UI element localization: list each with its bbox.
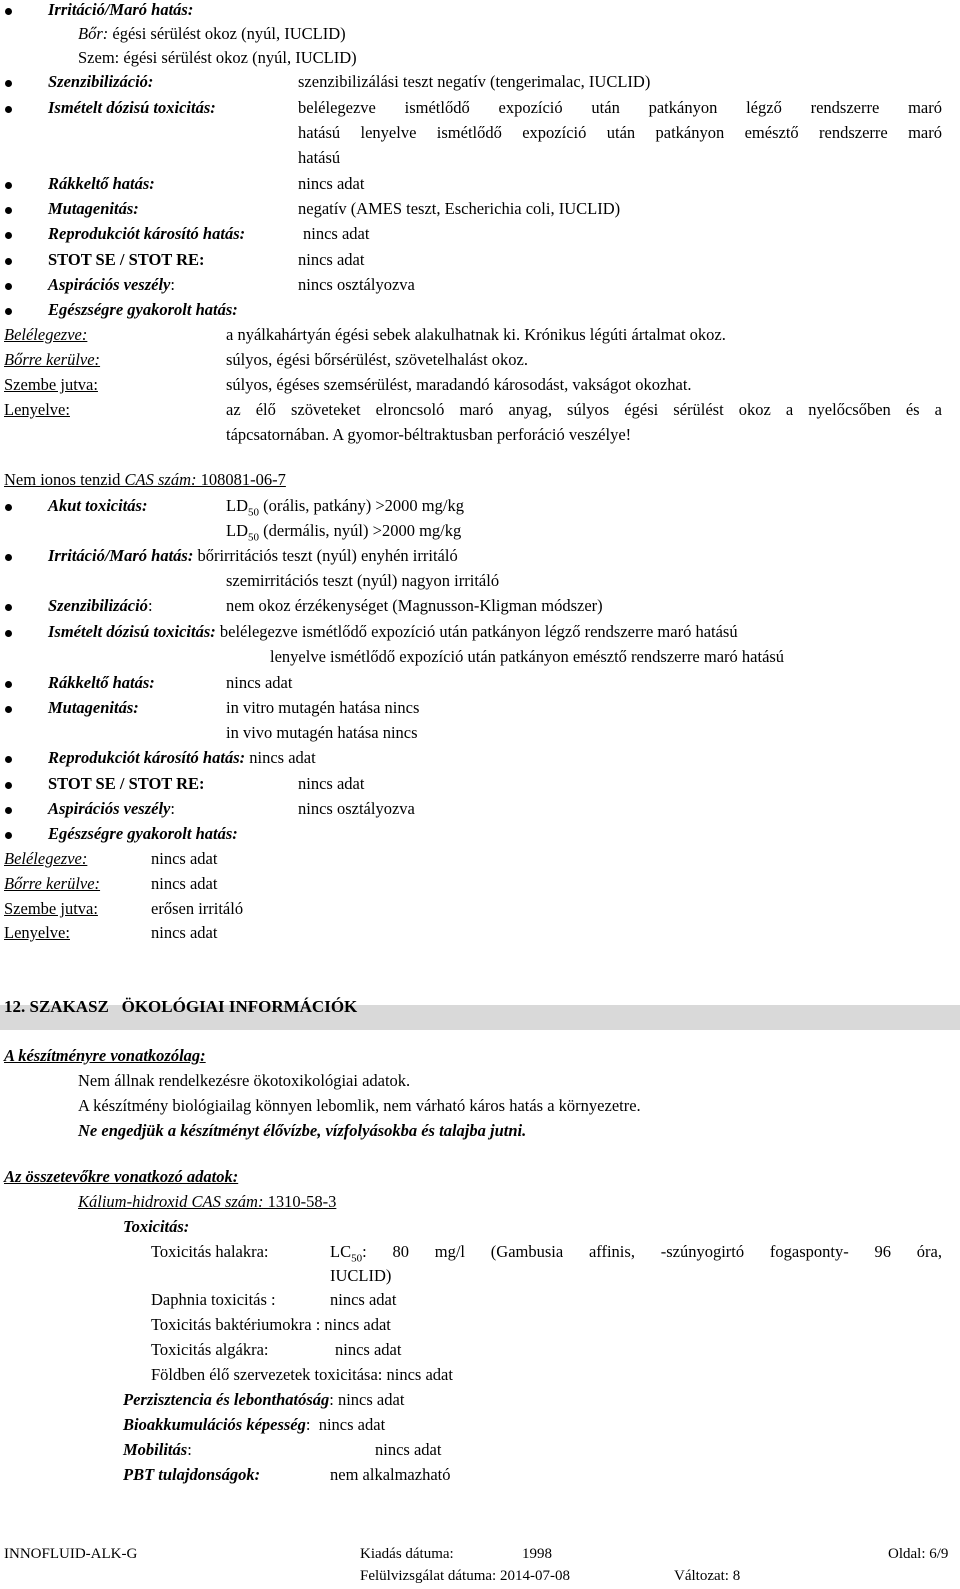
- mob-colon: :: [187, 1440, 192, 1459]
- tenzid-asp-colon: :: [170, 799, 175, 818]
- section-12-title: 12. SZAKASZ ÖKOLÓGIAI INFORMÁCIÓK: [4, 997, 358, 1016]
- bullet: [5, 80, 12, 87]
- tenzid-leny-value: nincs adat: [151, 923, 218, 942]
- aspir-value: nincs osztályozva: [298, 275, 415, 294]
- tenzid-ism-value-2: lenyelve ismétlődő expozíció után patkányon emésztő rendszerre maró hatású: [270, 647, 785, 666]
- daphnia-label: Daphnia toxicitás :: [151, 1290, 276, 1309]
- szem-row: Szem: égési sérülést okoz (nyúl, IUCLID): [78, 48, 357, 67]
- tenzid-rep-row: [48, 748, 316, 768]
- szembe-value: súlyos, égéses szemsérülést, maradandó károsodást, vakságot okozhat.: [226, 375, 692, 394]
- belelegezve-value: a nyálkahártyán égési sebek alakulhatnak ki. Krónikus légúti ártalmat okoz.: [226, 325, 726, 344]
- tenzid-cas-value: 108081-06-7: [196, 470, 286, 489]
- egeszseg-label: Egészségre gyakorolt hatás:: [48, 300, 238, 319]
- bullet: [5, 604, 12, 611]
- bullet: [5, 258, 12, 265]
- tenzid-egesz-label: Egészségre gyakorolt hatás:: [48, 824, 238, 843]
- tenzid-bel-label: Belélegezve:: [4, 849, 88, 868]
- stot-value: nincs adat: [298, 250, 365, 269]
- bullet: [5, 832, 12, 839]
- tenzid-szem-value: erősen irritáló: [151, 899, 244, 918]
- ismetelt-line-3: hatású: [298, 148, 341, 167]
- lenyelve-line-2: tápcsatornában. A gyomor-béltraktusban perforáció veszélye!: [226, 425, 632, 444]
- kalium-value: 1310-58-3: [263, 1192, 337, 1211]
- tenzid-bor-value: nincs adat: [151, 874, 218, 893]
- perz-row: [123, 1390, 404, 1410]
- mob-value: nincs adat: [375, 1440, 442, 1459]
- lenyelve-line-1: az élő szöveteket elroncsoló maró anyag, súlyos égési sérülést okoz a nyelőcsőben és a: [226, 400, 942, 419]
- bullet: [5, 106, 12, 113]
- bullet: [5, 8, 12, 15]
- bullet: [5, 308, 12, 315]
- tenzid-szenz-label: Szenzibilizáció: [48, 596, 148, 615]
- bullet: [5, 283, 12, 290]
- tenzid-rak-label: Rákkeltő hatás:: [48, 673, 155, 692]
- tenzid-akut-2: [226, 521, 462, 544]
- tenzid-ism-value-1: belélegezve ismétlődő expozíció után patkányon légző rendszerre maró hatású: [215, 622, 738, 641]
- tenzid-ism-label: Ismételt dózisú toxicitás:: [48, 622, 216, 641]
- ld-label: LD: [226, 521, 248, 540]
- bor-label: Bőr:: [78, 24, 109, 43]
- belelegezve-label: Belélegezve:: [4, 325, 88, 344]
- borre-value: súlyos, égési bőrsérülést, szövetelhalást okoz.: [226, 350, 528, 369]
- footer-oldal: Oldal: 6/9: [888, 1546, 949, 1562]
- tenzid-ism-row: [48, 622, 738, 642]
- bullet: [5, 554, 12, 561]
- mob-row: [123, 1440, 192, 1460]
- pbt-label: PBT tulajdonságok:: [123, 1465, 261, 1484]
- tenzid-asp-label: Aspirációs veszély: [48, 799, 171, 818]
- tenzid-asp-value: nincs osztályozva: [298, 799, 415, 818]
- mutagen-value: negatív (AMES teszt, Escherichia coli, IUCLID): [298, 199, 621, 218]
- lenyelve-label: Lenyelve:: [4, 400, 70, 419]
- tenzid-bel-value: nincs adat: [151, 849, 218, 868]
- alga-value: nincs adat: [335, 1340, 402, 1359]
- szembe-label: Szembe jutva:: [4, 375, 98, 394]
- ld-sub: 50: [248, 506, 259, 519]
- tenzid-mut-label: Mutagenitás:: [48, 698, 139, 717]
- mob-label: Mobilitás: [123, 1440, 188, 1459]
- bullet: [5, 182, 12, 189]
- keszitmeny-label: A készítményre vonatkozólag:: [4, 1046, 206, 1065]
- bullet: [5, 706, 12, 713]
- keszitmeny-line-1: Nem állnak rendelkezésre ökotoxikológiai adatok.: [78, 1071, 411, 1090]
- kalium-label: Kálium-hidroxid CAS szám:: [78, 1192, 264, 1211]
- keszitmeny-line-2: A készítmény biológiailag könnyen lebomlik, nem várható káros hatás a környezetre.: [78, 1096, 641, 1115]
- bioakk-row: [123, 1415, 385, 1435]
- bullet: [5, 782, 12, 789]
- halakra-line-1: [330, 1242, 942, 1265]
- tenzid-irr-label: Irritáció/Maró hatás:: [48, 546, 194, 565]
- aspir-label: Aspirációs veszély: [48, 275, 171, 294]
- bullet: [5, 756, 12, 763]
- fold-line: Földben élő szervezetek toxicitása: nincs adat: [151, 1365, 453, 1384]
- aspir-row: [48, 275, 175, 295]
- akut-value-2: (dermális, nyúl) >2000 mg/kg: [259, 521, 462, 540]
- tenzid-szem-label: Szembe jutva:: [4, 899, 98, 918]
- szenzib-label: Szenzibilizáció:: [48, 72, 154, 91]
- ismetelt-label: Ismételt dózisú toxicitás:: [48, 98, 216, 117]
- tenzid-szenz-value: nem okoz érzékenységet (Magnusson-Kligman módszer): [226, 596, 603, 615]
- bullet: [5, 232, 12, 239]
- toxicitas-label: Toxicitás:: [123, 1217, 190, 1236]
- tenzid-leny-label: Lenyelve:: [4, 923, 70, 942]
- footer-kiadas-label: Kiadás dátuma:: [360, 1546, 454, 1562]
- tenzid-akut-label: Akut toxicitás:: [48, 496, 148, 515]
- perz-label: Perzisztencia és lebonthatóság: [123, 1390, 330, 1409]
- bor-row: [78, 24, 346, 44]
- footer-doc-id: INNOFLUID-ALK-G: [4, 1546, 138, 1562]
- tenzid-irr-value-2: szemirritációs teszt (nyúl) nagyon irritáló: [226, 571, 500, 590]
- ld-sub: 50: [248, 531, 259, 544]
- bakterium-line: Toxicitás baktériumokra : nincs adat: [151, 1315, 391, 1334]
- tenzid-irr-value-1: bőrirritációs teszt (nyúl) enyhén irritáló: [193, 546, 458, 565]
- tenzid-szenz-colon: :: [147, 596, 153, 615]
- tenzid-bor-label: Bőrre kerülve:: [4, 874, 101, 893]
- halakra-label: Toxicitás halakra:: [151, 1242, 269, 1261]
- halakra-value-2: IUCLID): [330, 1266, 392, 1285]
- kalium-heading: [78, 1192, 336, 1212]
- tenzid-rep-value: nincs adat: [245, 748, 316, 767]
- alga-label: Toxicitás algákra:: [151, 1340, 269, 1359]
- reprod-label: Reprodukciót károsító hatás:: [48, 224, 246, 243]
- rakkelto-label: Rákkeltő hatás:: [48, 174, 155, 193]
- footer-valtozat: Változat: 8: [674, 1568, 741, 1584]
- halakra-value-1: : 80 mg/l (Gambusia affinis, -szúnyogirtó fogasponty- 96 óra,: [362, 1242, 942, 1261]
- bioakk-label: Bioakkumulációs képesség: [123, 1415, 306, 1434]
- akut-value-1: (orális, patkány) >2000 mg/kg: [259, 496, 464, 515]
- aspir-colon: :: [170, 275, 175, 294]
- irritacio-label: Irritáció/Maró hatás:: [48, 0, 194, 19]
- bullet: [5, 681, 12, 688]
- daphnia-value: nincs adat: [330, 1290, 397, 1309]
- keszitmeny-line-3: Ne engedjük a készítményt élővízbe, vízfolyásokba és talajba jutni.: [78, 1121, 527, 1140]
- tenzid-asp-row: [48, 799, 175, 819]
- lc-sub: 50: [351, 1252, 363, 1265]
- bor-value: égési sérülést okoz (nyúl, IUCLID): [112, 24, 346, 43]
- tenzid-mut-value-1: in vitro mutagén hatása nincs: [226, 698, 420, 717]
- bullet: [5, 504, 12, 511]
- tenzid-prefix: Nem ionos tenzid: [4, 470, 125, 489]
- pbt-value: nem alkalmazható: [330, 1465, 451, 1484]
- bioakk-value: : nincs adat: [305, 1415, 386, 1434]
- footer-kiadas-value: 1998: [522, 1546, 552, 1562]
- reprod-value: nincs adat: [303, 224, 370, 243]
- bullet: [5, 630, 12, 637]
- tenzid-heading: [4, 470, 286, 490]
- lc-label: LC: [330, 1242, 352, 1261]
- perz-value: : nincs adat: [329, 1390, 405, 1409]
- borre-label: Bőrre kerülve:: [4, 350, 101, 369]
- tenzid-stot-label: STOT SE / STOT RE:: [48, 774, 205, 793]
- ismetelt-line-1: belélegezve ismétlődő expozíció után patkányon légző rendszerre maró: [298, 98, 942, 117]
- footer-felulvizsgalat: Felülvizsgálat dátuma: 2014-07-08: [360, 1568, 570, 1584]
- ismetelt-line-2: hatású lenyelve ismétlődő expozíció után patkányon emésztő rendszerre maró: [298, 123, 942, 142]
- bullet: [5, 207, 12, 214]
- mutagen-label: Mutagenitás:: [48, 199, 139, 218]
- ld-label: LD: [226, 496, 248, 515]
- osszetevo-label: Az összetevőkre vonatkozó adatok:: [4, 1167, 239, 1186]
- stot-label: STOT SE / STOT RE:: [48, 250, 205, 269]
- tenzid-stot-value: nincs adat: [298, 774, 365, 793]
- bullet: [5, 807, 12, 814]
- tenzid-irr-row: [48, 546, 458, 566]
- tenzid-mut-value-2: in vivo mutagén hatása nincs: [226, 723, 418, 742]
- rakkelto-value: nincs adat: [298, 174, 365, 193]
- tenzid-szenz-row: [48, 596, 153, 616]
- szenzib-value: szenzibilizálási teszt negatív (tengerimalac, IUCLID): [298, 72, 651, 91]
- tenzid-rak-value: nincs adat: [226, 673, 293, 692]
- tenzid-akut-1: [226, 496, 464, 519]
- tenzid-cas-label: CAS szám:: [124, 470, 197, 489]
- tenzid-rep-label: Reprodukciót károsító hatás:: [48, 748, 246, 767]
